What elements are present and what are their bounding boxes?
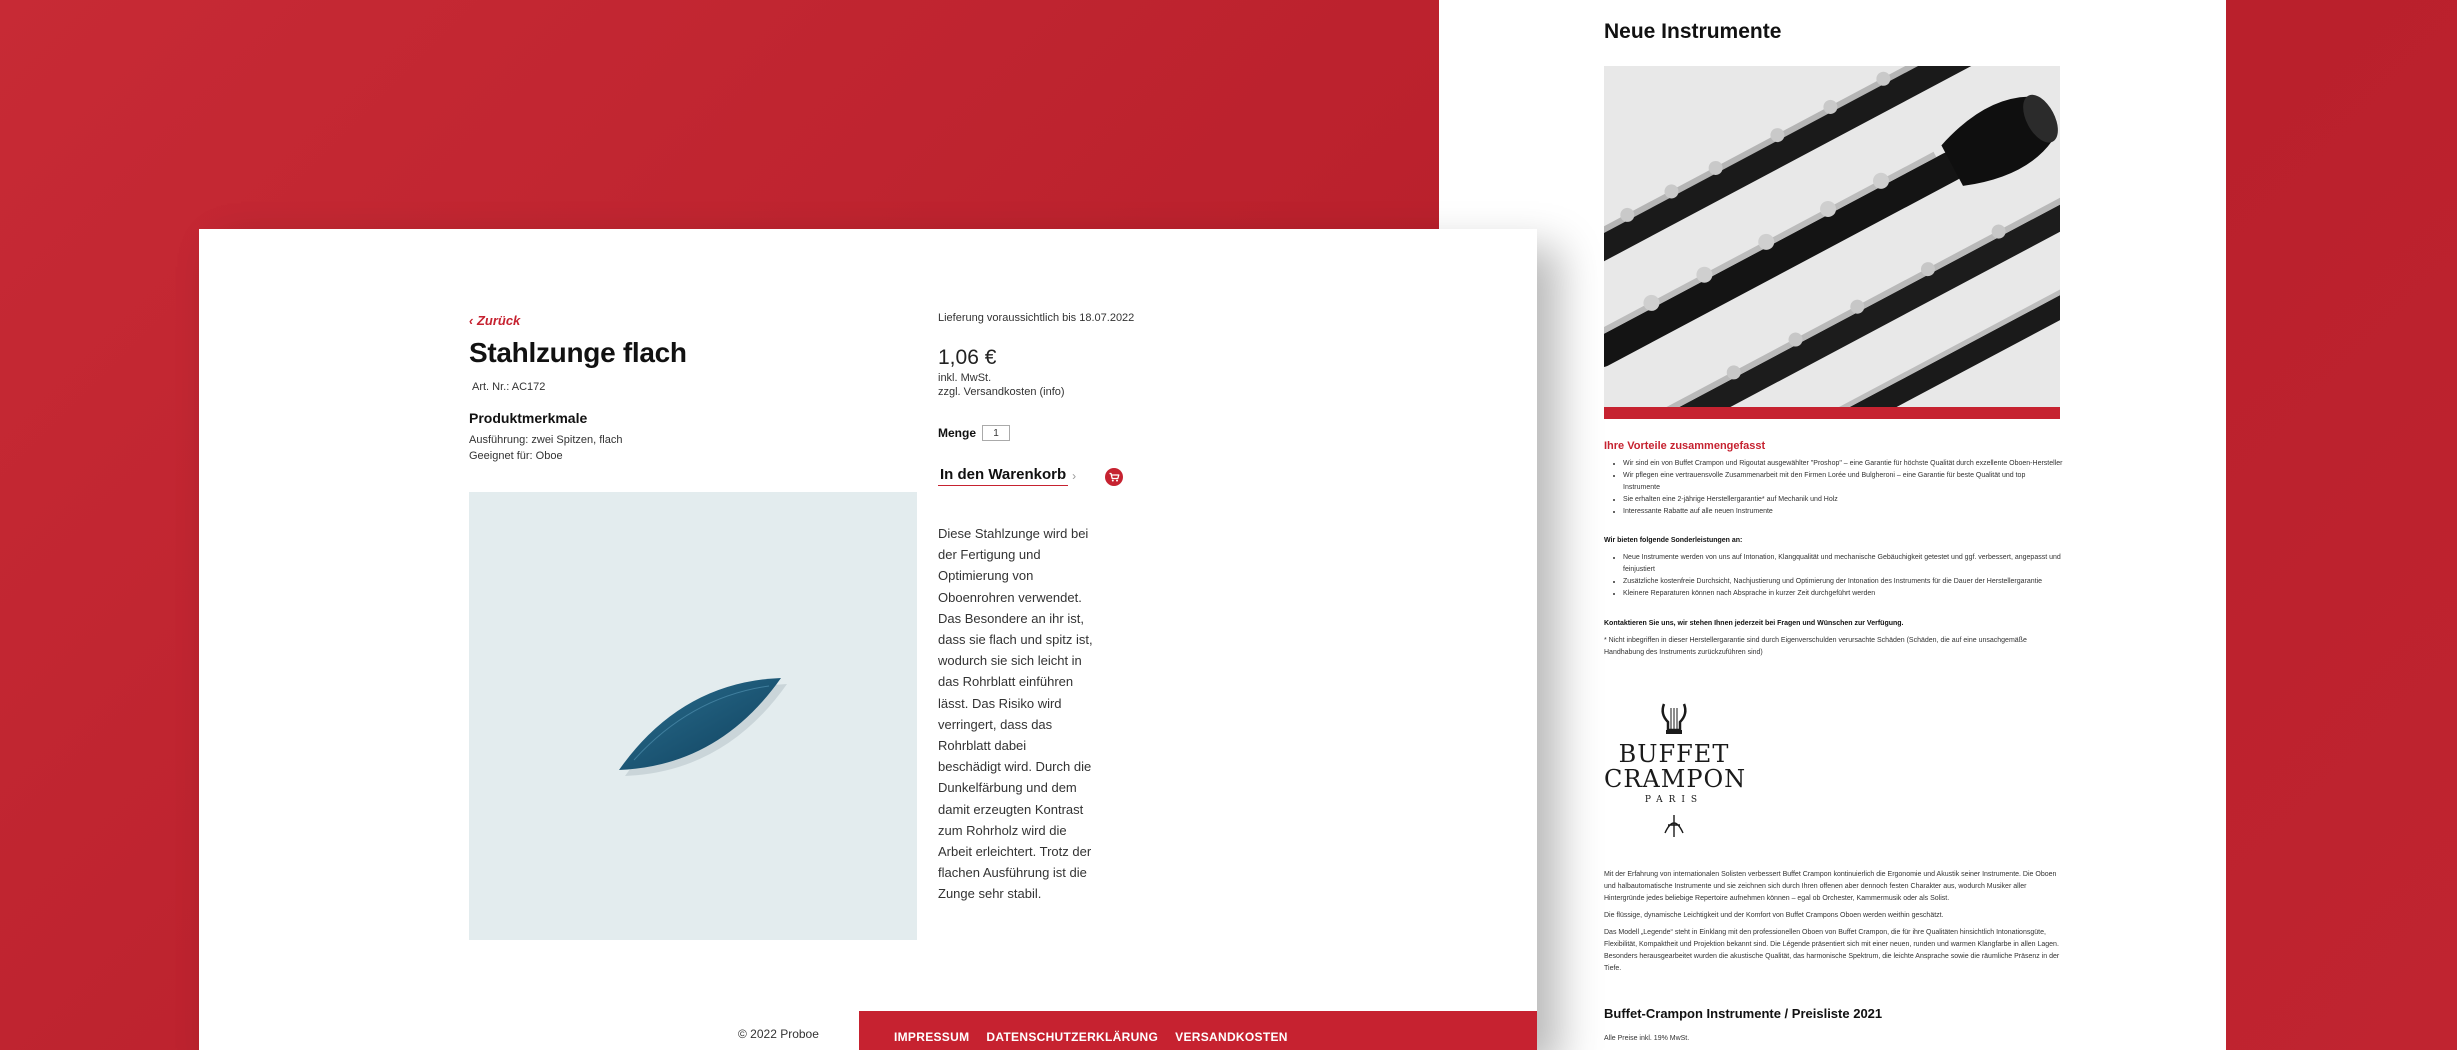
new-instruments-page [1439, 0, 2226, 1050]
logo-city: PARIS [1644, 795, 1704, 805]
list-item: • Interessante Rabatte auf alle neuen Instrumente [1623, 506, 2063, 518]
chevron-right-icon: › [1072, 469, 1077, 483]
warranty-footnote: * Nicht inbegriffen in dieser Herstellergarantie sind durch Eigenverschulden verursachte Schäden (Schäden, die auf eine unsachgemäße Handhabung des Instruments zurückzuführen sind) [1604, 637, 2027, 656]
oboes-illustration [1604, 66, 2060, 419]
product-description: Diese Stahlzunge wird bei der Fertigung und Optimierung von Oboenrohren verwendet. Das Besondere an ihr ist, dass sie flach und spitz ist, wodurch sie sich leicht in das Rohrblatt einführen lässt. Das Risiko wird verringert, dass das Rohrblatt dabei beschädigt wird. Durch die Dunkelfärbung und dem damit erzeugten Kontrast zum Rohrholz wird die Arbeit erleichtert. Trotz der flachen Ausführung ist die Zunge sehr stabil. [938, 526, 1093, 902]
cart-glyph [1105, 468, 1123, 486]
advantages-heading: Ihre Vorteile zusammengefasst [1604, 440, 1766, 452]
add-to-cart-button[interactable] [938, 465, 1076, 487]
back-link[interactable]: ‹ Zurück [469, 313, 521, 328]
cart-icon[interactable] [1105, 468, 1123, 486]
product-price: 1,06 € [938, 346, 997, 369]
product-title: Stahlzunge flach [469, 337, 687, 368]
brand-description: Mit der Erfahrung von internationalen Solisten verbessert Buffet Crampon kontinuierlich die Ergonomie und Akustik seiner Instrumente. Die Oboen und halbautomatische Instrumente und sie zeichnen sich durch Ihren offenen aber dennoch festen Charakter aus, wodurch Musiker aller Hintergründe jedes beliebige Repertoire aufnehmen können – egal ob Orchester, Kammermusik oder als Solist. Die flüssige, dynamische Leichtigkeit und der Komfort von Buffet Crampons Oboen werden weithin geschätzt. Das Modell „Legende“ steht in Einklang mit den professionellen Oboen von Buffet Crampon, die für ihre Qualitäten hinsichtlich Intonationsgüte, Flexibilität, Kompaktheit und Projektion bekannt sind. Die Légende präsentiert sich mit einer neuen, runden und warmen Klangfarbe in allen Lagen. Besonders herausgearbeitet wurden die akustische Qualität, das harmonische Spektrum, die leichte Ansprache sowie die räumliche Präsenz in der Tiefe. [1604, 871, 2060, 972]
shipping-note[interactable]: zzgl. Versandkosten (info) [938, 386, 1065, 398]
lyre-icon [1658, 700, 1690, 738]
list-item: • Neue Instrumente werden von uns auf Intonation, Klangqualität und mechanische Gebäuchigkeit getestet und ggf. verbessert, angepasst und feinjustiert [1623, 552, 2063, 576]
article-number: Art. Nr.: AC172 [472, 381, 546, 393]
footer-link-datenschutz[interactable]: DATENSCHUTZERKLÄRUNG [986, 1029, 1159, 1044]
price-list-heading: Buffet-Crampon Instrumente / Preisliste 2021 [1604, 1006, 1883, 1021]
oboes-hero-image [1604, 66, 2060, 419]
advantages-list [1623, 458, 2063, 518]
quantity-input[interactable] [982, 425, 1010, 441]
feature-item: Geeignet für: Oboe [469, 450, 563, 462]
list-item: • Wir sind ein von Buffet Crampon und Rigoutat ausgewählter "Proshop" – eine Garantie für höchste Qualität durch exzellente Oboen-Hersteller [1623, 458, 2063, 470]
steel-tongue-illustration [469, 492, 917, 940]
buffet-crampon-logo [1604, 700, 1747, 850]
copyright: © 2022 Proboe [738, 1027, 819, 1041]
contact-note: Kontaktieren Sie uns, wir stehen Ihnen jederzeit bei Fragen und Wünschen zur Verfügung. [1604, 620, 1904, 627]
add-to-cart-label: In den Warenkorb [938, 466, 1068, 486]
new-instruments-title: Neue Instrumente [1604, 20, 1782, 43]
special-services-heading: Wir bieten folgende Sonderleistungen an: [1604, 537, 1743, 544]
quantity-label: Menge [938, 426, 977, 440]
footer-bar [859, 1011, 1537, 1050]
footer-link-versandkosten[interactable]: VERSANDKOSTEN [1175, 1029, 1288, 1044]
price-note: Alle Preise inkl. 19% MwSt. [1604, 1035, 1690, 1042]
list-item: • Kleinere Reparaturen können nach Absprache in kurzer Zeit durchgeführt werden [1623, 588, 2063, 600]
hero-accent-bar [1604, 407, 2060, 419]
list-item: • Wir pflegen eine vertrauensvolle Zusammenarbeit mit den Firmen Lorée und Bulgheroni – eine Garantie für beste Qualität und top Instrumente [1623, 470, 2063, 494]
vat-note: inkl. MwSt. [938, 372, 992, 384]
logo-wordmark: BUFFET CRAMPON [1604, 740, 1747, 793]
features-heading: Produktmerkmale [469, 410, 588, 426]
footer-link-impressum[interactable]: IMPRESSUM [894, 1029, 970, 1044]
product-image [469, 492, 917, 940]
feature-item: Ausführung: zwei Spitzen, flach [469, 434, 623, 446]
delivery-estimate: Lieferung voraussichtlich bis 18.07.2022 [938, 312, 1135, 324]
special-services-list [1623, 552, 2063, 600]
monogram-icon [1661, 811, 1687, 839]
list-item: • Sie erhalten eine 2-jährige Herstellergarantie* auf Mechanik und Holz [1623, 494, 2063, 506]
product-page [199, 229, 1537, 1050]
list-item: • Zusätzliche kostenfreie Durchsicht, Nachjustierung und Optimierung der Intonation des Instruments für die Dauer der Herstellergarantie [1623, 576, 2063, 588]
